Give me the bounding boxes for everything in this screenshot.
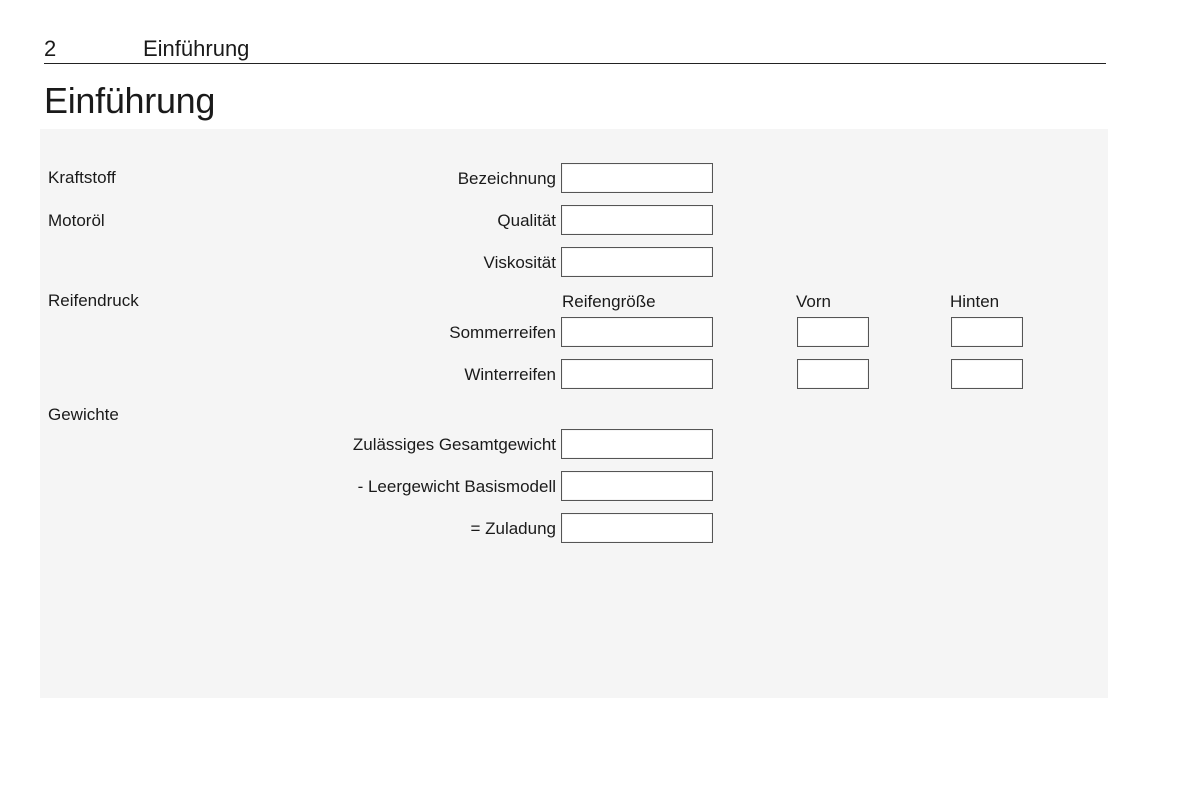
viscosity-field[interactable] [561, 247, 713, 277]
label-summer-tires: Sommerreifen [449, 323, 556, 342]
winter-tire-size-field[interactable] [561, 359, 713, 389]
column-header-rear: Hinten [950, 292, 1000, 311]
summer-tire-size-field[interactable] [561, 317, 713, 347]
section-label-fuel: Kraftstoff [48, 168, 116, 187]
winter-rear-pressure-field[interactable] [951, 359, 1023, 389]
winter-front-pressure-field[interactable] [797, 359, 869, 389]
section-label-weights: Gewichte [48, 405, 119, 424]
curb-weight-field[interactable] [561, 471, 713, 501]
quality-field[interactable] [561, 205, 713, 235]
column-header-front: Vorn [796, 292, 831, 311]
label-payload: = Zuladung [470, 519, 556, 538]
summer-rear-pressure-field[interactable] [951, 317, 1023, 347]
label-designation: Bezeichnung [457, 169, 556, 188]
payload-field[interactable] [561, 513, 713, 543]
label-viscosity: Viskosität [483, 253, 556, 272]
header-rule [44, 63, 1106, 64]
label-gross-weight: Zulässiges Gesamtgewicht [352, 435, 556, 454]
summer-front-pressure-field[interactable] [797, 317, 869, 347]
vehicle-data-form [40, 129, 1108, 698]
section-label-tire-pressure: Reifendruck [48, 291, 139, 310]
designation-field[interactable] [561, 163, 713, 193]
section-label-engine-oil: Motoröl [48, 211, 105, 230]
gross-weight-field[interactable] [561, 429, 713, 459]
page-title: Einführung [44, 80, 216, 121]
column-header-tire-size: Reifengröße [562, 292, 656, 311]
page-number: 2 [44, 36, 57, 61]
running-head: Einführung [143, 36, 250, 61]
label-quality: Qualität [497, 211, 556, 230]
label-curb-weight: - Leergewicht Basismodell [357, 477, 556, 496]
label-winter-tires: Winterreifen [464, 365, 556, 384]
